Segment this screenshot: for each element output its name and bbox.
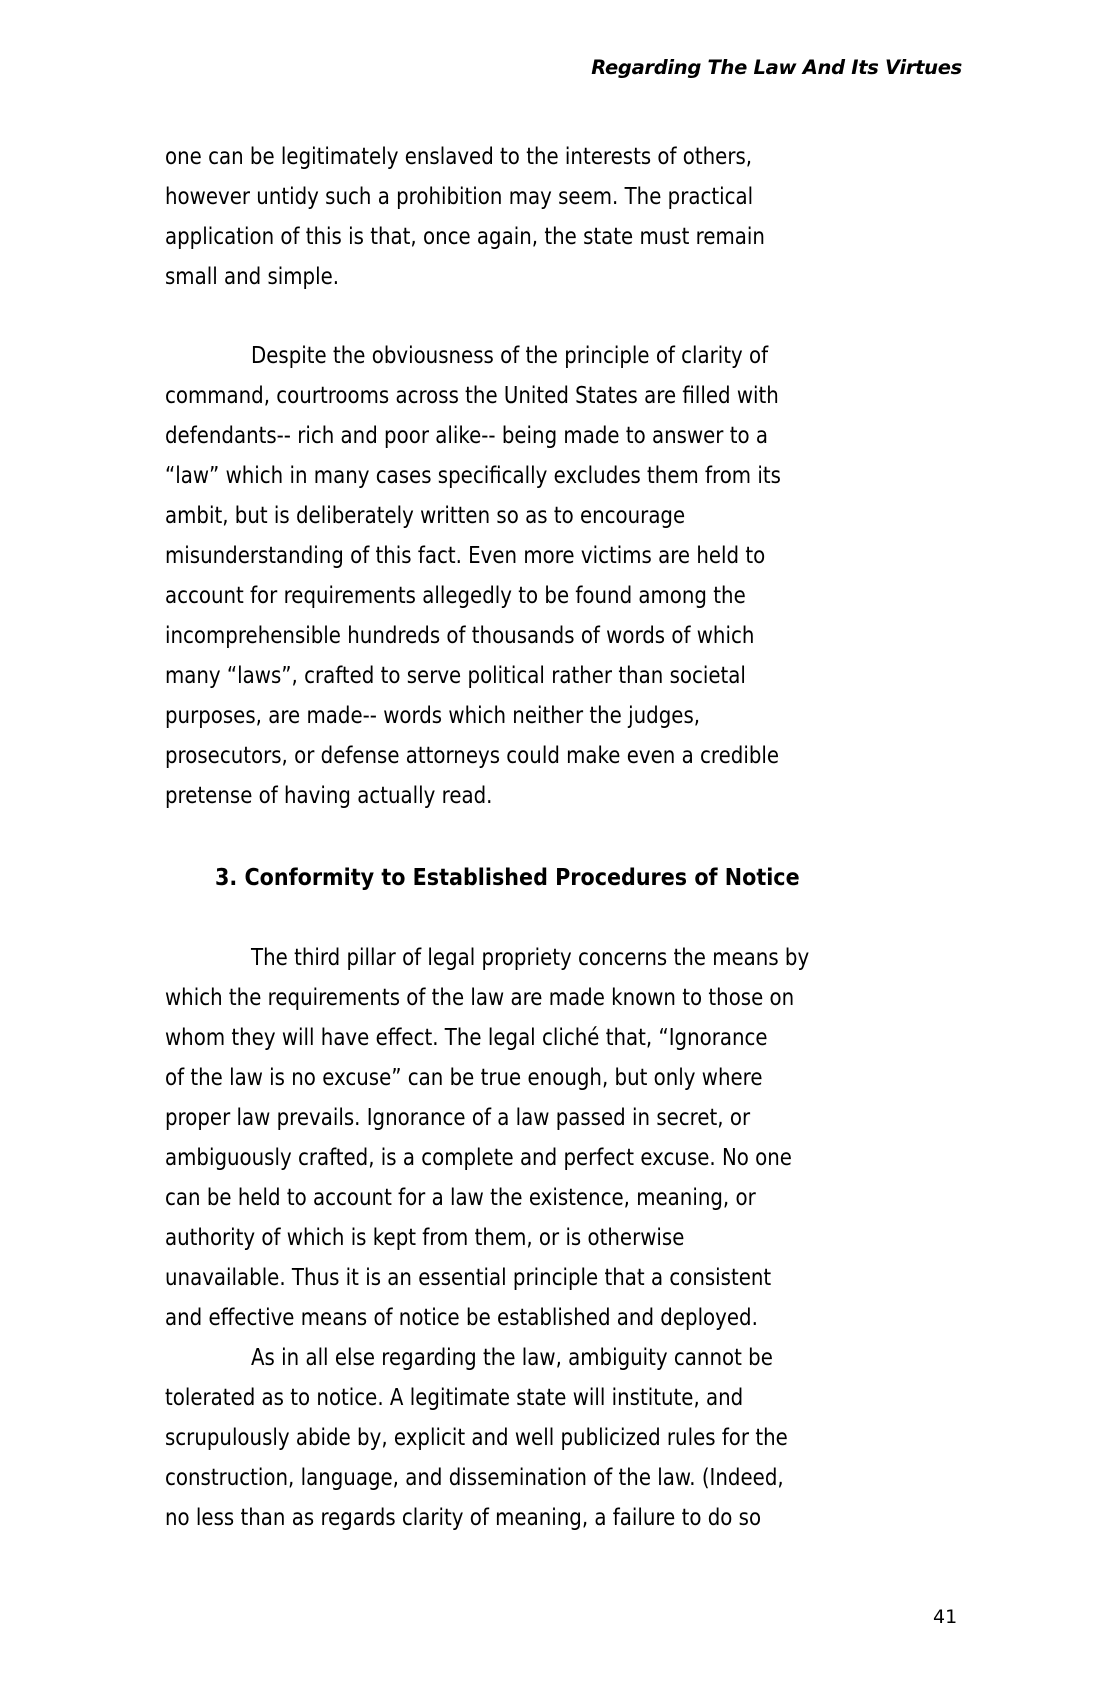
text-line: command, courtrooms across the United States are filled with [165, 383, 779, 409]
text-line: however untidy such a prohibition may seem. The practical [165, 184, 754, 210]
text-line: tolerated as to notice. A legitimate state will institute, and [165, 1385, 744, 1411]
text-line: The third pillar of legal propriety concerns the means by [251, 945, 810, 971]
text-line: proper law prevails. Ignorance of a law passed in secret, or [165, 1105, 751, 1131]
text-line: whom they will have effect. The legal cliché that, “Ignorance [165, 1025, 768, 1051]
text-line: purposes, are made-- words which neither the judges, [165, 703, 701, 729]
text-line: unavailable. Thus it is an essential principle that a consistent [165, 1265, 772, 1291]
text-line: authority of which is kept from them, or is otherwise [165, 1225, 685, 1251]
text-line: application of this is that, once again, the state must remain [165, 224, 765, 250]
text-line: As in all else regarding the law, ambiguity cannot be [251, 1345, 773, 1371]
text-line: and effective means of notice be established and deployed. [165, 1305, 758, 1331]
section-heading: 3. Conformity to Established Procedures of Notice [215, 865, 800, 891]
paragraph-4 [165, 1338, 853, 1538]
text-line: many “laws”, crafted to serve political rather than societal [165, 663, 746, 689]
text-line: construction, language, and dissemination of the law. (Indeed, [165, 1465, 784, 1491]
text-line: scrupulously abide by, explicit and well publicized rules for the [165, 1425, 788, 1451]
text-line: no less than as regards clarity of meaning, a failure to do so [165, 1505, 762, 1531]
text-line: can be held to account for a law the existence, meaning, or [165, 1185, 756, 1211]
text-line: prosecutors, or defense attorneys could make even a credible [165, 743, 780, 769]
page-number: 41 [933, 1606, 958, 1628]
text-line: pretense of having actually read. [165, 783, 493, 809]
paragraph-3 [165, 938, 853, 1338]
text-line: Despite the obviousness of the principle of clarity of [251, 343, 769, 369]
text-line: of the law is no excuse” can be true enough, but only where [165, 1065, 763, 1091]
running-head: Regarding The Law And Its Virtues [591, 56, 962, 79]
text-line: misunderstanding of this fact. Even more victims are held to [165, 543, 766, 569]
text-line: “law” which in many cases specifically excludes them from its [165, 463, 781, 489]
paragraph-1 [165, 137, 853, 297]
text-line: which the requirements of the law are made known to those on [165, 985, 795, 1011]
text-line: account for requirements allegedly to be found among the [165, 583, 746, 609]
text-line: defendants-- rich and poor alike-- being made to answer to a [165, 423, 768, 449]
text-line: one can be legitimately enslaved to the interests of others, [165, 144, 753, 170]
paragraph-2 [165, 336, 853, 816]
text-line: ambit, but is deliberately written so as to encourage [165, 503, 686, 529]
text-line: ambiguously crafted, is a complete and perfect excuse. No one [165, 1145, 792, 1171]
text-line: small and simple. [165, 264, 340, 290]
text-line: incomprehensible hundreds of thousands of words of which [165, 623, 755, 649]
